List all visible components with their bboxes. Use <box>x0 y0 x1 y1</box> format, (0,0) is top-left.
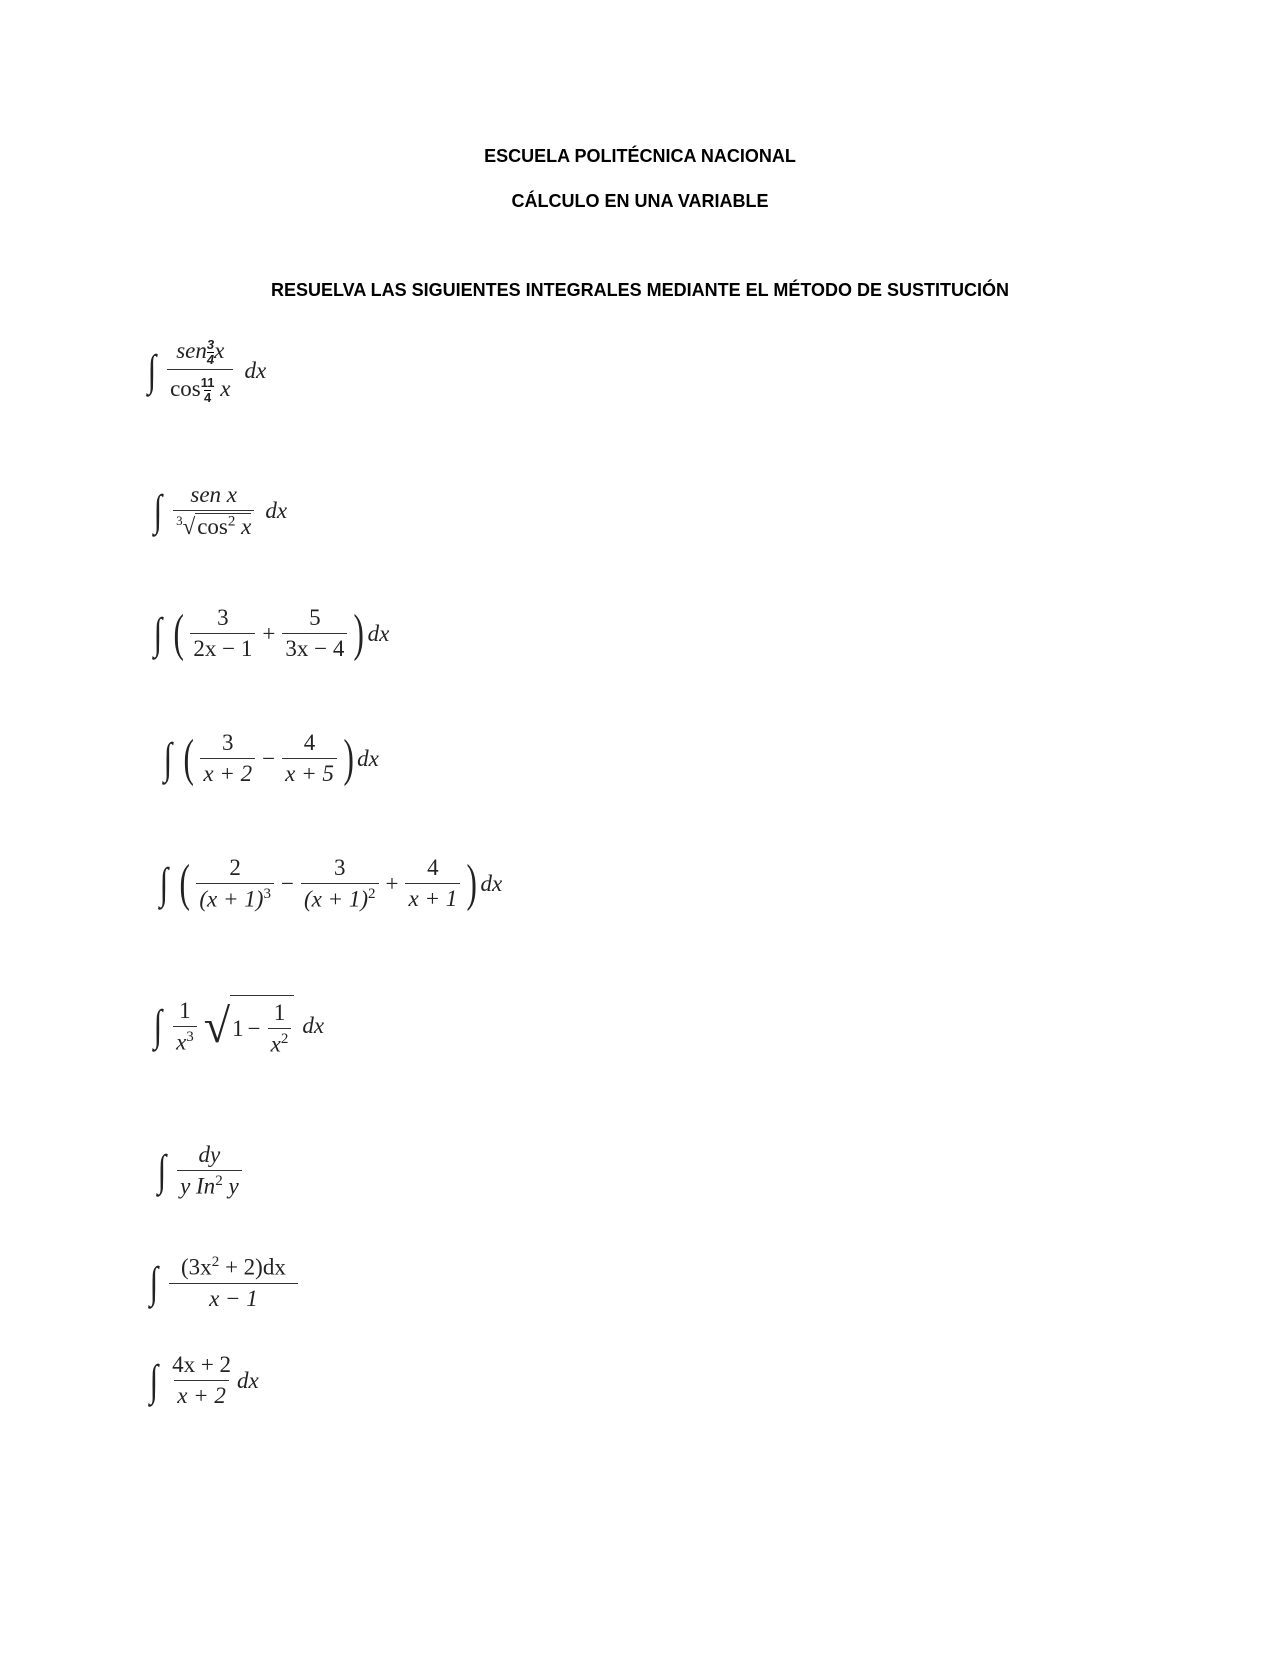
root-index: 3 <box>176 513 183 528</box>
right-paren: ) <box>353 604 365 662</box>
left-paren: ( <box>173 604 184 662</box>
dx: dx <box>357 745 379 771</box>
integral-4 <box>162 730 379 787</box>
dx: dx <box>302 1013 325 1039</box>
integral-sign: ∫ <box>149 1257 159 1307</box>
integral-1 <box>146 338 266 404</box>
numerator: 1 <box>179 997 191 1023</box>
exponent: 2 <box>368 886 376 902</box>
plus: + <box>385 870 399 896</box>
integral-sign: ∫ <box>153 486 163 535</box>
dx: dx <box>244 358 267 384</box>
denominator: x <box>176 1029 187 1055</box>
denominator-fn: cos <box>170 375 201 401</box>
instruction-heading: RESUELVA LAS SIGUIENTES INTEGRALES MEDIANTE EL MÉTODO DE SUSTITUCIÓN <box>270 280 1010 300</box>
numerator-var: x <box>214 338 225 363</box>
dx: dx <box>237 1367 259 1393</box>
radical-icon: √ <box>203 999 231 1053</box>
right-paren: ) <box>466 854 478 912</box>
integral-sign: ∫ <box>147 346 157 396</box>
denominator: x + 1 <box>405 883 460 912</box>
exponent: 2 <box>227 513 236 530</box>
exponent: 2 <box>211 1254 220 1270</box>
one: 1 <box>232 1015 244 1041</box>
numerator-rest: + 2)dx <box>224 1254 286 1280</box>
denominator: x + 2 <box>200 758 255 787</box>
denominator: (x + 1) <box>199 886 264 912</box>
exponent: 3 <box>186 1028 194 1045</box>
numerator-fn: sen <box>176 338 207 363</box>
denominator: x − 1 <box>169 1283 298 1312</box>
dx: dx <box>265 498 288 523</box>
exp-den: 4 <box>206 351 215 367</box>
integral-sign: ∫ <box>149 1355 159 1405</box>
numerator: 3 <box>217 605 229 630</box>
integral-8 <box>148 1254 301 1312</box>
integral-6 <box>152 995 324 1058</box>
integral-7 <box>156 1142 245 1200</box>
denominator: x + 2 <box>174 1380 229 1409</box>
exponent: 3 <box>263 886 271 902</box>
integral-sign: ∫ <box>153 608 163 658</box>
integral-5 <box>158 855 502 913</box>
denominator: 3x − 4 <box>282 633 347 662</box>
denominator: (x + 1) <box>303 886 368 912</box>
dx: dx <box>480 870 503 896</box>
denominator-var: x <box>220 375 231 401</box>
numerator: 2 <box>229 855 241 880</box>
denominator-fn: cos <box>197 514 228 539</box>
denominator: x + 5 <box>282 758 337 787</box>
numerator: 4 <box>303 730 316 755</box>
numerator: 5 <box>309 605 321 630</box>
numerator: 4 <box>427 855 439 881</box>
minus: − <box>262 745 276 771</box>
numerator: 1 <box>273 1000 286 1025</box>
denominator: x <box>270 1031 281 1057</box>
institution-title: ESCUELA POLITÉCNICA NACIONAL <box>484 146 796 166</box>
exp-num: 3 <box>206 337 215 353</box>
left-paren: ( <box>183 729 194 787</box>
denominator-var: x <box>241 514 252 539</box>
left-paren: ( <box>179 854 190 912</box>
integral-sign: ∫ <box>163 733 173 783</box>
numerator: (3x <box>181 1254 212 1280</box>
denominator: y In <box>180 1173 216 1199</box>
integral-2 <box>152 482 287 540</box>
exp-den: 4 <box>203 389 212 405</box>
minus: − <box>280 870 294 896</box>
minus: − <box>247 1015 261 1041</box>
integral-sign: ∫ <box>159 858 169 908</box>
exponent: 2 <box>215 1173 223 1189</box>
denominator: 2x − 1 <box>190 633 255 662</box>
exp-num: 11 <box>200 374 215 390</box>
numerator: sen x <box>190 482 237 507</box>
numerator: 3 <box>333 855 346 880</box>
course-title: CÁLCULO EN UNA VARIABLE <box>511 191 769 211</box>
integral-sign: ∫ <box>157 1145 167 1195</box>
numerator: 3 <box>222 730 234 755</box>
numerator: 4x + 2 <box>172 1352 232 1377</box>
integral-sign: ∫ <box>153 1001 163 1051</box>
exponent: 2 <box>280 1031 289 1047</box>
integral-9 <box>148 1352 259 1409</box>
dx: dx <box>367 620 390 646</box>
radical-icon: √ <box>182 514 196 539</box>
denominator-var: y <box>228 1173 239 1199</box>
numerator: dy <box>198 1142 221 1167</box>
plus: + <box>262 620 276 646</box>
right-paren: ) <box>343 729 354 787</box>
integral-3 <box>152 605 389 662</box>
